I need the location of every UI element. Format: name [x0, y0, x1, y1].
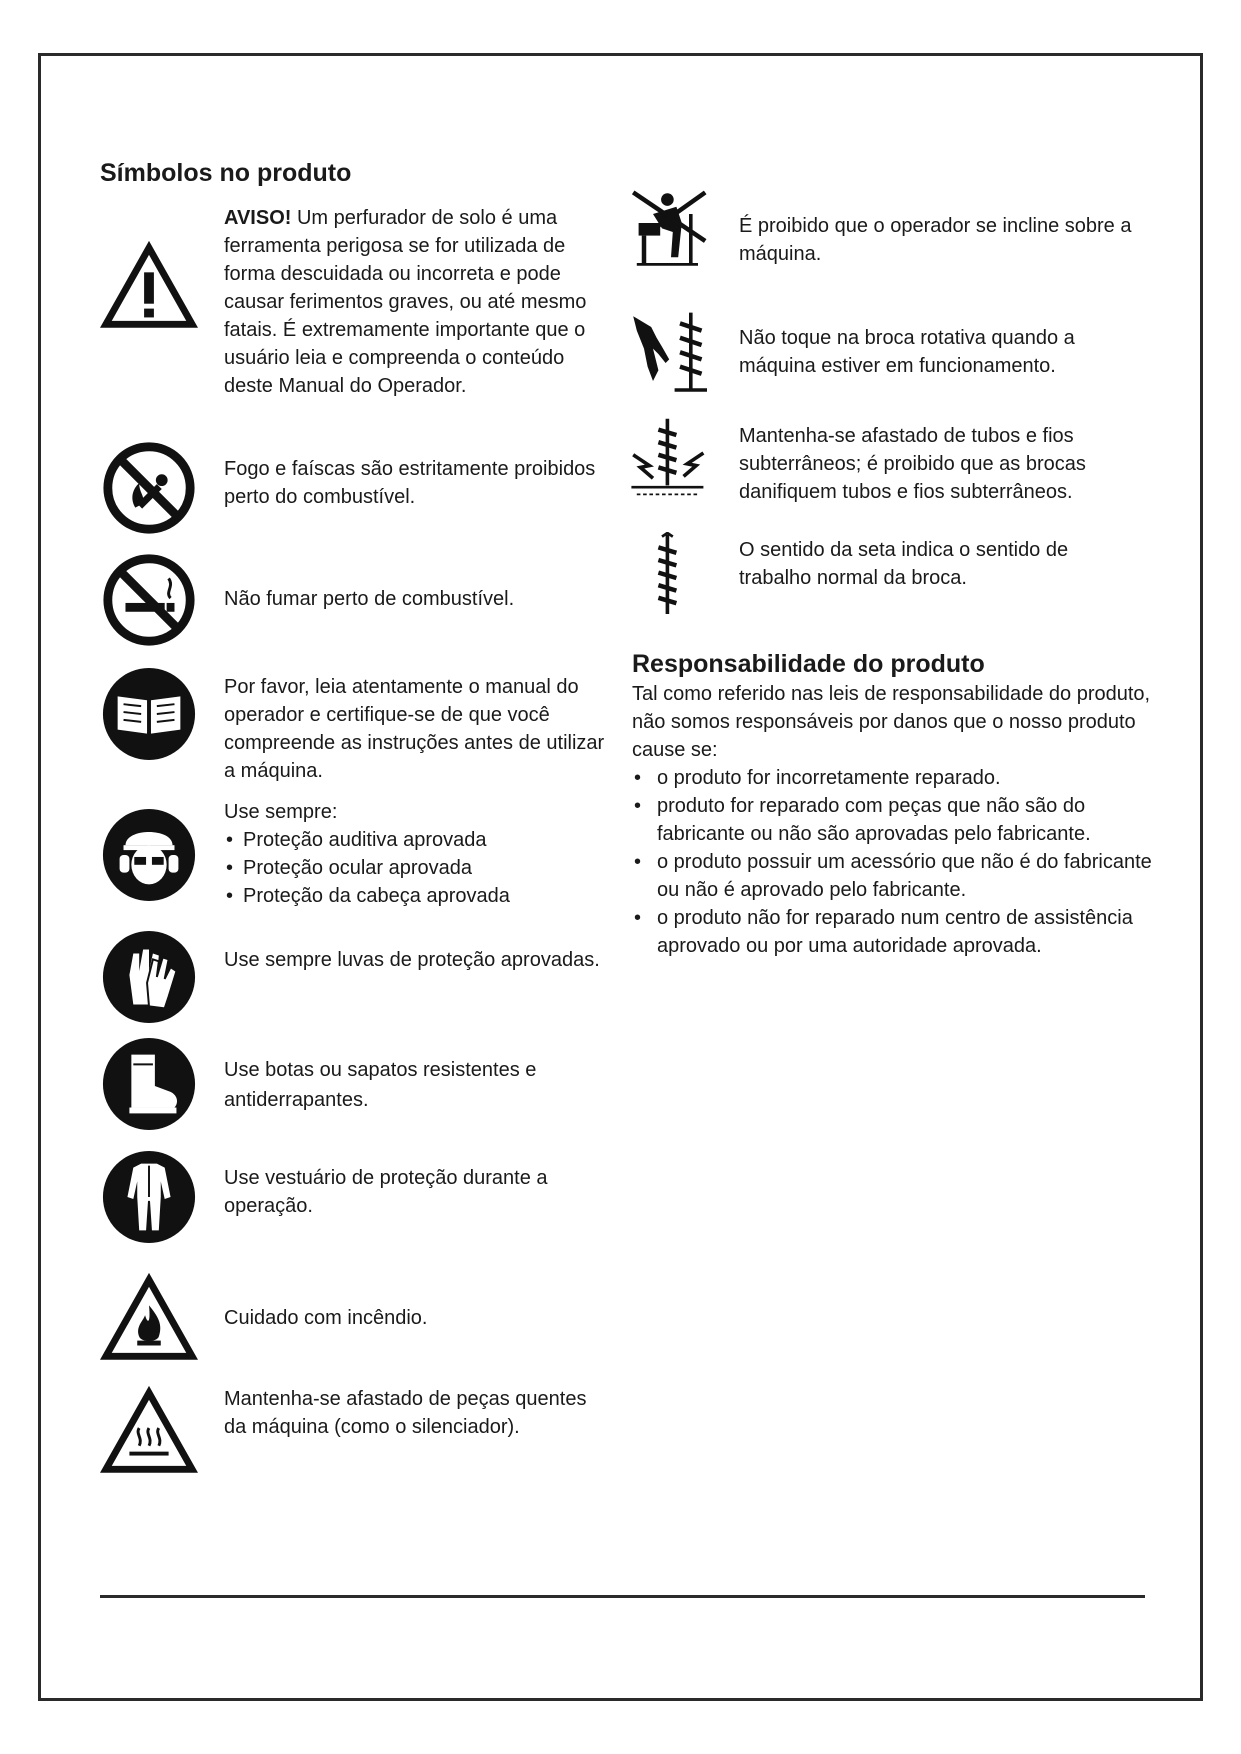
- no-fire-text: Fogo e faíscas são estritamente proibidos perto do combustível.: [224, 458, 596, 508]
- read-manual-text: Por favor, leia atentamente o manual do operador e certifique-se de que você compreende as instruções antes de utilizar a máquina.: [224, 676, 605, 782]
- symbol-row-gloves: [100, 928, 620, 1026]
- protection-list: [224, 826, 614, 910]
- protection-item-hearing: • Proteção auditiva aprovada: [224, 826, 614, 854]
- gloves-icon: [100, 928, 198, 1026]
- hot-surface-icon: [100, 1385, 198, 1483]
- no-fire-icon: [100, 439, 198, 537]
- protection-text: [224, 798, 614, 910]
- warning-triangle-icon: [100, 240, 198, 338]
- symbol-row-hot-surface: [100, 1385, 620, 1485]
- fire-hazard-icon: [100, 1272, 198, 1370]
- symbol-row-no-leaning: [626, 186, 1146, 278]
- protection-item-eyes: • Proteção ocular aprovada: [224, 854, 614, 882]
- section-heading-responsibility: Responsabilidade do produto: [632, 650, 985, 678]
- no-smoking-text: Não fumar perto de combustível.: [224, 588, 515, 610]
- rotation-direction-text: O sentido da seta indica o sentido de trabalho normal da broca.: [739, 539, 1069, 589]
- warning-description: Um perfurador de solo é uma ferramenta perigosa se for utilizada de forma descuidada ou incorreta e pode causar ferimentos graves, ou até mesmo fatais. É extremamente importante que o usuário leia e compreenda o conteúdo deste Manual do Operador.: [224, 207, 587, 397]
- clothing-text: Use vestuário de proteção durante a operação.: [224, 1167, 548, 1217]
- boots-icon: [100, 1035, 198, 1133]
- gloves-text: Use sempre luvas de proteção aprovadas.: [224, 949, 600, 971]
- responsibility-list: [632, 764, 1152, 960]
- symbol-row-no-fire: [100, 439, 620, 537]
- symbol-row-no-smoking: [100, 551, 620, 649]
- symbol-row-rotating-auger: [626, 308, 1146, 400]
- symbol-row-boots: [100, 1035, 620, 1133]
- symbol-row-clothing: [100, 1148, 620, 1246]
- no-leaning-text: É proibido que o operador se incline sobre a máquina.: [739, 215, 1132, 265]
- responsibility-item: • o produto não for reparado num centro de assistência aprovado ou por uma autoridade aprovada.: [632, 904, 1152, 960]
- responsibility-body: [632, 680, 1152, 960]
- protective-clothing-icon: [100, 1148, 198, 1246]
- responsibility-item: • o produto possuir um acessório que não é do fabricante ou não é aprovado pelo fabricante.: [632, 848, 1152, 904]
- protection-item-head: • Proteção da cabeça aprovada: [224, 882, 614, 910]
- head-eye-ear-protection-icon: [100, 806, 198, 904]
- symbol-row-rotation-direction: [626, 532, 1146, 624]
- symbol-row-read-manual: [100, 665, 620, 782]
- no-smoking-icon: [100, 551, 198, 649]
- symbol-row-protection: [100, 798, 620, 918]
- section-heading-symbols: Símbolos no produto: [100, 159, 352, 187]
- fire-hazard-text: Cuidado com incêndio.: [224, 1307, 428, 1329]
- underground-lines-text: Mantenha-se afastado de tubos e fios subterrâneos; é proibido que as brocas danifiquem tubos e fios subterrâneos.: [739, 425, 1086, 503]
- protection-intro: Use sempre:: [224, 801, 338, 823]
- warning-label: AVISO!: [224, 207, 292, 229]
- rotation-direction-icon: [626, 532, 716, 624]
- symbol-row-warning: [100, 198, 620, 428]
- responsibility-item: • produto for reparado com peças que não são do fabricante ou não são aprovadas pelo fabricante.: [632, 792, 1152, 848]
- hot-surface-text: Mantenha-se afastado de peças quentes da máquina (como o silenciador).: [224, 1388, 587, 1438]
- read-manual-icon: [100, 665, 198, 763]
- responsibility-intro: Tal como referido nas leis de responsabilidade do produto, não somos responsáveis por danos que o nosso produto cause se:: [632, 683, 1151, 761]
- underground-lines-icon: [626, 416, 716, 508]
- warning-text: [224, 204, 614, 400]
- no-leaning-icon: [626, 186, 716, 278]
- responsibility-item: • o produto for incorretamente reparado.: [632, 764, 1152, 792]
- rotating-auger-text: Não toque na broca rotativa quando a máquina estiver em funcionamento.: [739, 327, 1075, 377]
- boots-text: Use botas ou sapatos resistentes e antiderrapantes.: [224, 1059, 537, 1111]
- footer-divider: [100, 1595, 1145, 1598]
- symbol-row-underground-lines: [626, 416, 1146, 516]
- rotating-auger-icon: [626, 308, 716, 400]
- symbol-row-fire-hazard: [100, 1272, 620, 1362]
